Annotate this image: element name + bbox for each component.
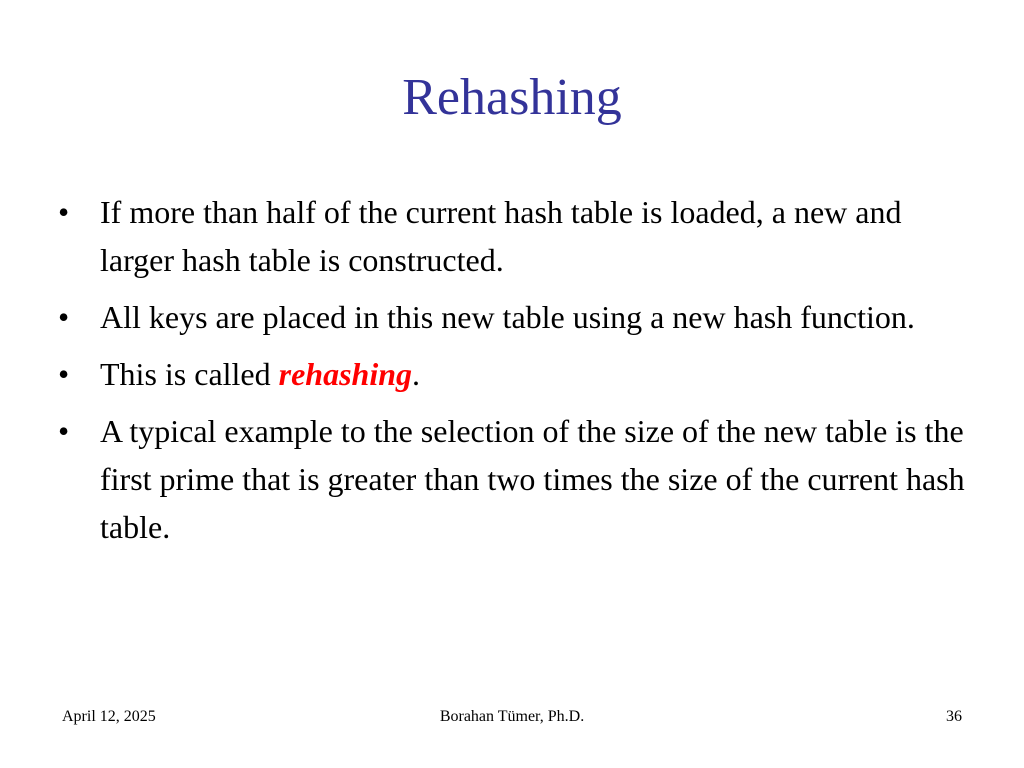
footer-date: April 12, 2025	[62, 708, 156, 725]
bullet-marker: •	[58, 194, 70, 230]
bullet-item-3	[58, 350, 978, 398]
page-number: 36	[946, 708, 962, 725]
bullet-text	[100, 350, 978, 398]
slide-title: Rehashing	[402, 69, 622, 126]
bullet-item-4	[58, 407, 978, 551]
bullet-marker: •	[58, 356, 70, 392]
bullet-prefix: This is called	[100, 356, 279, 392]
bullet-text: If more than half of the current hash table is loaded, a new and larger hash table is constructed.	[100, 194, 902, 278]
bullet-text: A typical example to the selection of the size of the new table is the first prime that is greater than two times the size of the current hash table.	[100, 413, 965, 545]
footer-author: Borahan Tümer, Ph.D.	[439, 708, 585, 725]
rehashing-emphasis: rehashing	[278, 356, 413, 392]
bullet-list	[58, 188, 978, 560]
bullet-item-2	[58, 293, 978, 341]
bullet-suffix: .	[412, 356, 421, 392]
bullet-item-1	[58, 188, 978, 284]
bullet-marker: •	[58, 299, 70, 335]
bullet-marker: •	[58, 413, 70, 449]
bullet-text: All keys are placed in this new table using a new hash function.	[100, 299, 915, 335]
